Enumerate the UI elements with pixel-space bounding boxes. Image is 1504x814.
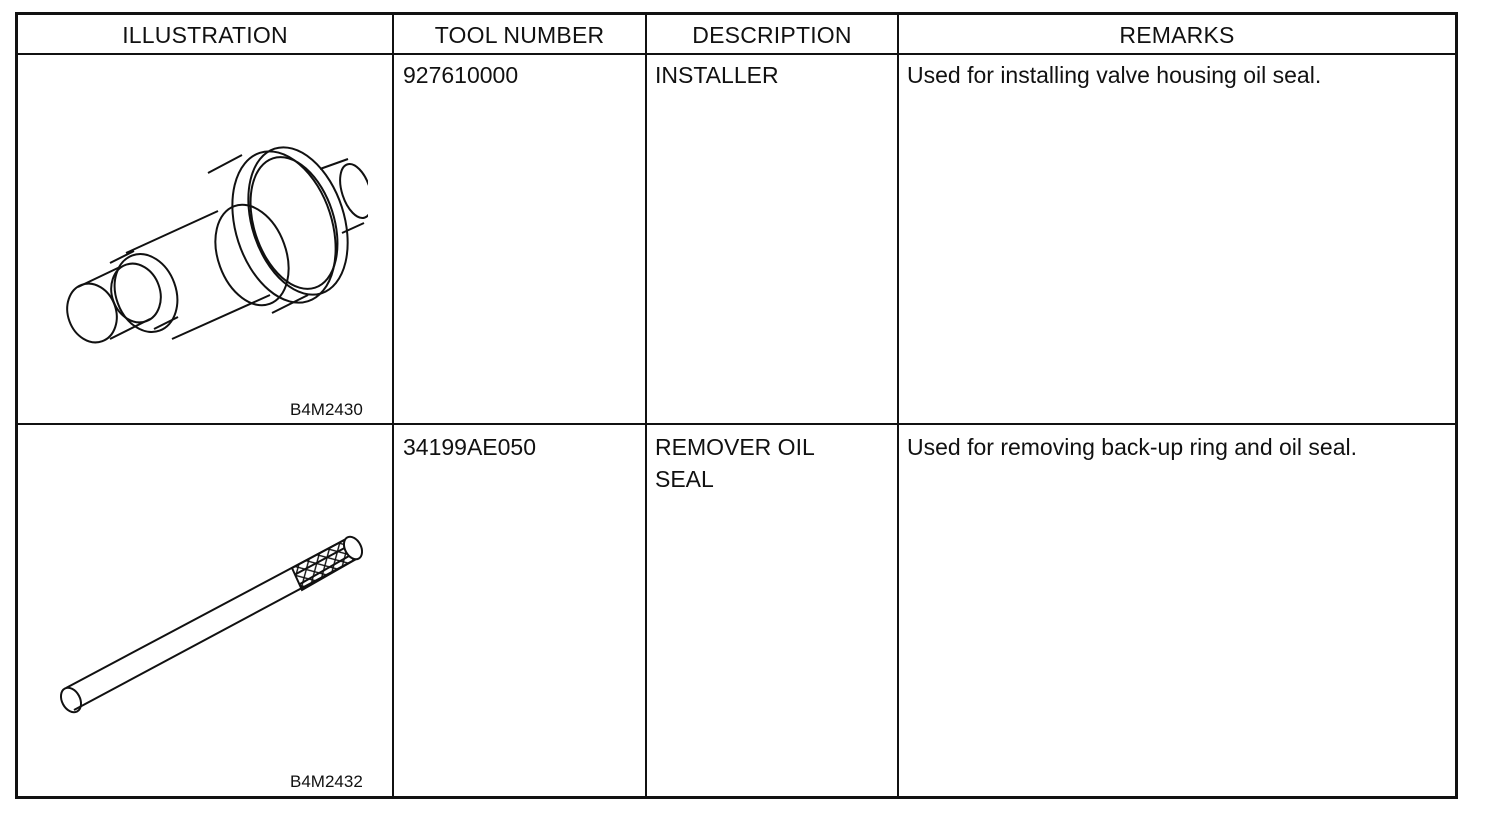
column-divider bbox=[897, 15, 899, 796]
header-description: DESCRIPTION bbox=[692, 21, 852, 48]
header-tool-number: TOOL NUMBER bbox=[434, 21, 605, 48]
row-divider bbox=[18, 423, 1455, 425]
description-line: SEAL bbox=[655, 466, 714, 492]
remarks: Used for installing valve housing oil seal. bbox=[907, 62, 1322, 88]
header-remarks: REMARKS bbox=[1119, 21, 1235, 48]
remarks: Used for removing back-up ring and oil seal. bbox=[907, 434, 1358, 460]
column-divider bbox=[392, 15, 394, 796]
description-line: REMOVER OIL bbox=[655, 434, 815, 460]
tool-number: 34199AE050 bbox=[403, 434, 537, 460]
description: INSTALLER bbox=[655, 62, 779, 88]
illustration-code: B4M2432 bbox=[290, 772, 363, 791]
oil-seal-remover-rod-icon bbox=[56, 520, 376, 730]
description bbox=[655, 431, 815, 495]
illustration-code: B4M2430 bbox=[290, 400, 363, 419]
column-divider bbox=[645, 15, 647, 796]
tool-number: 927610000 bbox=[403, 62, 519, 88]
header-illustration: ILLUSTRATION bbox=[122, 21, 288, 48]
installer-tool-icon bbox=[58, 133, 368, 353]
special-tools-table bbox=[15, 12, 1458, 799]
